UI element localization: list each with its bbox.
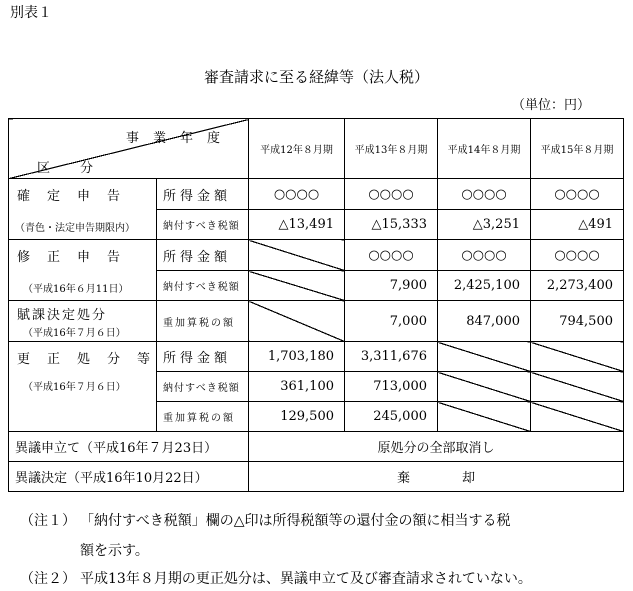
period-header: 平成15年８月期 xyxy=(531,119,624,179)
header-corner xyxy=(9,119,249,179)
value-cell: △13,491 xyxy=(249,210,345,240)
header-fiscal-year: 事業年度 xyxy=(125,131,234,146)
value-cell: 129,500 xyxy=(249,402,345,432)
value-cell: △3,251 xyxy=(438,210,531,240)
note-1-line-1: 「納付すべき税額」欄の△印は所得税額等の還付金の額に相当する税 xyxy=(80,513,511,529)
value-cell: 2,425,100 xyxy=(438,271,531,301)
value-cell: 7,000 xyxy=(345,301,438,342)
section-label: 確 定 申 告 xyxy=(17,189,123,204)
value-cell: 2,273,400 xyxy=(531,271,624,301)
value-cell: △491 xyxy=(531,210,624,240)
empty-diagonal-cell xyxy=(249,301,345,342)
empty-diagonal-cell xyxy=(531,342,624,372)
section-date: （平成16年６月11日） xyxy=(23,284,129,295)
value-cell: 794,500 xyxy=(531,301,624,342)
section-kosei xyxy=(9,342,157,432)
value-cell: 713,000 xyxy=(345,372,438,402)
note-1-line-2: 額を示す。 xyxy=(80,543,149,559)
period-header: 平成14年８月期 xyxy=(438,119,531,179)
section-fuka xyxy=(9,301,157,342)
empty-diagonal-cell xyxy=(531,402,624,432)
item-label: 納付すべき税額 xyxy=(157,271,249,301)
value-cell: 7,900 xyxy=(345,271,438,301)
objection-filing-value: 原処分の全部取消し xyxy=(249,432,624,462)
empty-diagonal-cell xyxy=(438,402,531,432)
section-label: 更 正 処 分 等 xyxy=(17,352,153,367)
objection-filing-label: 異議申立て（平成16年７月23日） xyxy=(9,432,249,462)
value-cell: 3,311,676 xyxy=(345,342,438,372)
item-label: 所得金額 xyxy=(157,179,249,210)
unit-label: （単位：円） xyxy=(512,98,591,113)
value-cell: △15,333 xyxy=(345,210,438,240)
objection-decision-value: 棄 却 xyxy=(249,462,624,492)
value-cell: ○○○○ xyxy=(249,179,345,210)
objection-decision-label: 異議決定（平成16年10月22日） xyxy=(9,462,249,492)
value-cell: 245,000 xyxy=(345,402,438,432)
empty-diagonal-cell xyxy=(438,342,531,372)
section-label: 賦課決定処分 xyxy=(17,308,108,323)
value-cell: ○○○○ xyxy=(438,179,531,210)
empty-diagonal-cell xyxy=(249,240,345,271)
sheet-label: 別表１ xyxy=(10,5,52,21)
value-cell: ○○○○ xyxy=(438,240,531,271)
empty-diagonal-cell xyxy=(438,372,531,402)
note-2-text: 平成13年８月期の更正処分は、異議申立て及び審査請求されていない。 xyxy=(80,571,532,587)
item-label: 重加算税の額 xyxy=(157,301,249,342)
note-1-head: （注１） xyxy=(20,513,76,529)
empty-diagonal-cell xyxy=(531,372,624,402)
item-label: 納付すべき税額 xyxy=(157,210,249,240)
item-label: 所得金額 xyxy=(157,240,249,271)
value-cell: 847,000 xyxy=(438,301,531,342)
section-kakutei xyxy=(9,179,157,240)
period-header: 平成13年８月期 xyxy=(345,119,438,179)
value-cell: ○○○○ xyxy=(531,179,624,210)
value-cell: 361,100 xyxy=(249,372,345,402)
document-title: 審査請求に至る経緯等（法人税） xyxy=(203,68,429,86)
section-date: （平成16年７月６日） xyxy=(23,328,126,339)
value-cell: ○○○○ xyxy=(345,240,438,271)
value-cell: ○○○○ xyxy=(345,179,438,210)
section-date: （平成16年７月６日） xyxy=(23,382,126,393)
empty-diagonal-cell xyxy=(249,271,345,301)
header-category: 区分 xyxy=(37,161,124,176)
item-label: 納付すべき税額 xyxy=(157,372,249,402)
section-shusei xyxy=(9,240,157,301)
item-label: 所得金額 xyxy=(157,342,249,372)
item-label: 重加算税の額 xyxy=(157,402,249,432)
period-header: 平成12年８月期 xyxy=(249,119,345,179)
value-cell: 1,703,180 xyxy=(249,342,345,372)
section-label: 修 正 申 告 xyxy=(17,250,123,265)
section-date: （青色・法定申告期限内） xyxy=(15,223,135,234)
history-table xyxy=(8,118,624,492)
value-cell: ○○○○ xyxy=(531,240,624,271)
note-2-head: （注２） xyxy=(20,571,76,587)
